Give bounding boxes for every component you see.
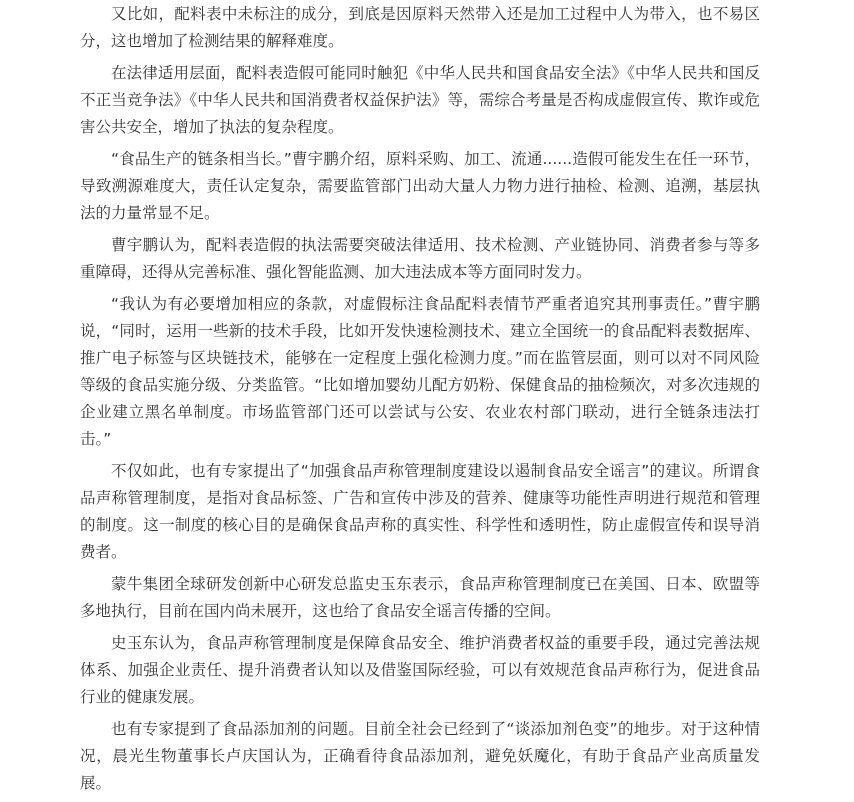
article-body xyxy=(80,0,760,802)
paragraph-4: 曹宇鹏认为，配料表造假的执法需要突破法律适用、技术检测、产业链协同、消费者参与等多重障碍，还得从完善标准、强化智能监测、加大违法成本等方面同时发力。 xyxy=(80,236,760,281)
paragraph-2: 在法律适用层面，配料表造假可能同时触犯《中华人民共和国食品安全法》《中华人民共和国反不正当竞争法》《中华人民共和国消费者权益保护法》等，需综合考量是否构成虚假宣传、欺诈或危害公共安全，增加了执法的复杂程度。 xyxy=(80,64,760,136)
paragraph-1: 又比如，配料表中未标注的成分，到底是因原料天然带入还是加工过程中人为带入，也不易区分，这也增加了检测结果的解释难度。 xyxy=(80,5,760,50)
paragraph-3: “食品生产的链条相当长。”曹宇鹏介绍，原料采购、加工、流通......造假可能发生在任一环节，导致溯源难度大，责任认定复杂，需要监管部门出动大量人力物力进行抽检、检测、追溯，基层执法的力量常显不足。 xyxy=(80,150,760,222)
paragraph-9: 也有专家提到了食品添加剂的问题。目前全社会已经到了“谈添加剂色变”的地步。对于这种情况，晨光生物董事长卢庆国认为，正确看待食品添加剂，避免妖魔化，有助于食品产业高质量发展。 xyxy=(80,720,760,792)
paragraph-6: 不仅如此，也有专家提出了“加强食品声称管理制度建设以遏制食品安全谣言”的建议。所谓食品声称管理制度，是指对食品标签、广告和宣传中涉及的营养、健康等功能性声明进行规范和管理的制度。这一制度的核心目的是确保食品声称的真实性、科学性和透明性，防止虚假宣传和误导消费者。 xyxy=(80,462,760,561)
paragraph-7: 蒙牛集团全球研发创新中心研发总监史玉东表示，食品声称管理制度已在美国、日本、欧盟等多地执行，目前在国内尚未展开，这也给了食品安全谣言传播的空间。 xyxy=(80,575,760,620)
paragraph-8: 史玉东认为，食品声称管理制度是保障食品安全、维护消费者权益的重要手段，通过完善法规体系、加强企业责任、提升消费者认知以及借鉴国际经验，可以有效规范食品声称行为，促进食品行业的健康发展。 xyxy=(80,634,760,706)
paragraph-5: “我认为有必要增加相应的条款，对虚假标注食品配料表情节严重者追究其刑事责任。”曹宇鹏说，“同时，运用一些新的技术手段，比如开发快速检测技术、建立全国统一的食品配料表数据库、推广电子标签与区块链技术，能够在一定程度上强化检测力度。”而在监管层面，则可以对不同风险等级的食品实施分级、分类监管。“比如增加婴幼儿配方奶粉、保健食品的抽检频次，对多次违规的企业建立黑名单制度。市场监管部门还可以尝试与公安、农业农村部门联动，进行全链条违法打击。” xyxy=(80,295,760,448)
